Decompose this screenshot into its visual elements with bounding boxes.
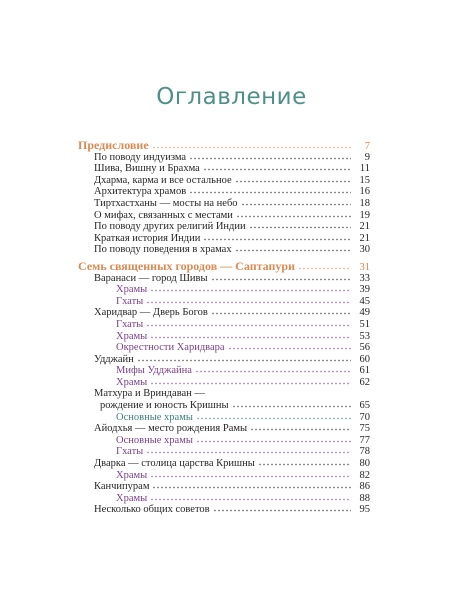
toc-entry-label: Варанаси — город Шивы [94,272,208,284]
toc-entry-label: Дхарма, карма и все остальное [94,174,232,186]
dot-leader [137,354,351,362]
dot-leader [146,446,351,454]
toc-entry[interactable] [78,504,370,516]
toc-subentry[interactable] [78,342,370,354]
dot-leader [211,307,351,315]
toc-page-number: 82 [359,469,370,481]
toc-page-number: 95 [359,504,370,516]
dot-leader [146,319,351,327]
dot-leader [150,470,351,478]
toc-entry-label: Храмы [116,284,148,296]
dot-leader [213,504,351,512]
toc-page-number: 18 [359,197,370,209]
dot-leader [152,141,351,149]
toc-entry-label: Удджайн [94,353,134,365]
toc-subentry[interactable] [78,470,370,482]
toc-entry[interactable] [78,354,370,366]
toc-page-number: 78 [359,446,370,458]
dot-leader [236,210,351,218]
toc-entry-label: Айодхья — место рождения Рамы [94,423,248,435]
dot-leader [211,273,351,281]
dot-leader [150,493,351,501]
dot-leader [150,284,351,292]
toc-entry-label: Краткая история Индии [94,232,201,244]
toc-page-number: 21 [359,232,370,244]
toc-entry-label: Гхаты [116,318,144,330]
toc-page-number: 65 [359,400,370,412]
toc-page-number: 7 [364,141,370,152]
toc-subentry[interactable] [78,435,370,447]
toc-page-number: 15 [359,174,370,186]
toc-page-number: 19 [359,209,370,221]
dot-leader [241,198,351,206]
dot-leader [189,186,351,194]
dot-leader [196,435,351,443]
toc-entry-label: Матхура и Вриндаван — [94,388,205,400]
toc-subentry[interactable] [78,446,370,458]
toc-entry[interactable] [78,175,370,187]
toc-entry-label: По поводу индуизма [94,151,187,163]
toc-page-number: 86 [359,481,370,493]
toc-entry[interactable] [78,458,370,470]
toc-page-number: 56 [359,342,370,354]
toc-entry-continuation[interactable] [78,400,370,412]
toc-page-number: 80 [359,458,370,470]
toc-subentry[interactable] [78,284,370,296]
toc-page-number: 21 [359,221,370,233]
toc-entry[interactable] [78,221,370,233]
dot-leader [228,342,351,350]
toc-page-number: 30 [359,244,370,256]
toc-entry-label: Предисловие [78,138,149,152]
toc-page-number: 51 [359,318,370,330]
dot-leader [152,481,351,489]
dot-leader [146,296,351,304]
toc-section-heading[interactable] [78,140,370,152]
toc-subentry[interactable] [78,493,370,505]
toc-entry[interactable] [78,198,370,210]
toc-page-number: 53 [359,330,370,342]
toc-entry-label: Несколько общих советов [94,504,210,516]
toc-entry-label: Мифы Удджайна [116,365,192,377]
toc-entry[interactable] [78,388,370,400]
toc-entry-label: Канчипурам [94,481,150,493]
toc-page-number: 33 [359,272,370,284]
toc-entry[interactable] [78,307,370,319]
toc-entry[interactable] [78,273,370,285]
dot-leader [203,163,351,171]
dot-leader [258,458,351,466]
toc-entry-label: Основные храмы [116,411,193,423]
toc-entry-label: Архитектура храмов [94,186,187,198]
toc-page-number: 31 [359,261,370,273]
toc-page-number: 61 [359,365,370,377]
toc-entry[interactable] [78,244,370,256]
toc-entry-label: Гхаты [116,446,144,458]
toc-page-number: 11 [359,163,370,175]
toc-entry[interactable] [78,481,370,493]
dot-leader [189,152,351,160]
toc-entry-label: Храмы [116,469,148,481]
dot-leader [235,175,351,183]
dot-leader [250,423,351,431]
toc-entry-label: Основные храмы [116,434,193,446]
toc-page-number: 60 [359,353,370,365]
toc-entry-label: По поводу поведения в храмах [94,244,232,256]
toc-page-number: 70 [359,411,370,423]
toc-entry-label: Харидвар — Дверь Богов [94,307,208,319]
dot-leader [235,244,351,252]
toc-page-number: 77 [359,434,370,446]
dot-leader [203,233,351,241]
toc-entry-label: Дварка — столица царства Кришны [94,458,255,470]
toc-entry-label: О мифах, связанных с местами [94,209,233,221]
toc-entry[interactable] [78,152,370,164]
toc-entry-label: Храмы [116,492,148,504]
toc-page-number: 62 [359,376,370,388]
dot-leader [232,400,351,408]
dot-leader [195,365,351,373]
toc-entry-label: Семь священных городов — Саптапури [78,258,295,273]
dot-leader [249,221,351,229]
toc-entry-label: Тиртхастханы — мосты на небо [94,197,238,209]
toc-subentry[interactable] [78,412,370,424]
dot-leader [196,412,351,420]
toc-section-heading[interactable] [78,258,370,273]
toc-entry-label: Храмы [116,376,148,388]
toc-subentry[interactable] [78,331,370,343]
dot-leader [150,331,351,339]
toc-page-number: 88 [359,492,370,504]
toc-page-number: 9 [364,151,370,163]
page-title: Оглавление [156,84,307,110]
toc-entry-label: Окрестности Харидвара [116,342,225,354]
dot-leader [150,377,351,385]
toc-page-number: 45 [359,295,370,307]
toc-subentry[interactable] [78,377,370,389]
toc-entry[interactable] [78,186,370,198]
toc-entry[interactable] [78,163,370,175]
toc-subentry[interactable] [78,296,370,308]
toc-page-number: 49 [359,307,370,319]
toc-entry[interactable] [78,423,370,435]
toc-page-number: 16 [359,186,370,198]
toc-subentry[interactable] [78,365,370,377]
toc-entry[interactable] [78,233,370,245]
toc-entry-label: рождение и юность Кришны [100,400,229,412]
toc-page-number: 75 [359,423,370,435]
toc-entry-label: Гхаты [116,295,144,307]
toc-entry-label: Шива, Вишну и Брахма [94,163,200,175]
toc-page-number: 39 [359,284,370,296]
table-of-contents [78,140,370,516]
toc-subentry[interactable] [78,319,370,331]
toc-entry[interactable] [78,210,370,222]
toc-entry-label: Храмы [116,330,148,342]
dot-leader [298,262,351,270]
toc-entry-label: По поводу других религий Индии [94,221,246,233]
